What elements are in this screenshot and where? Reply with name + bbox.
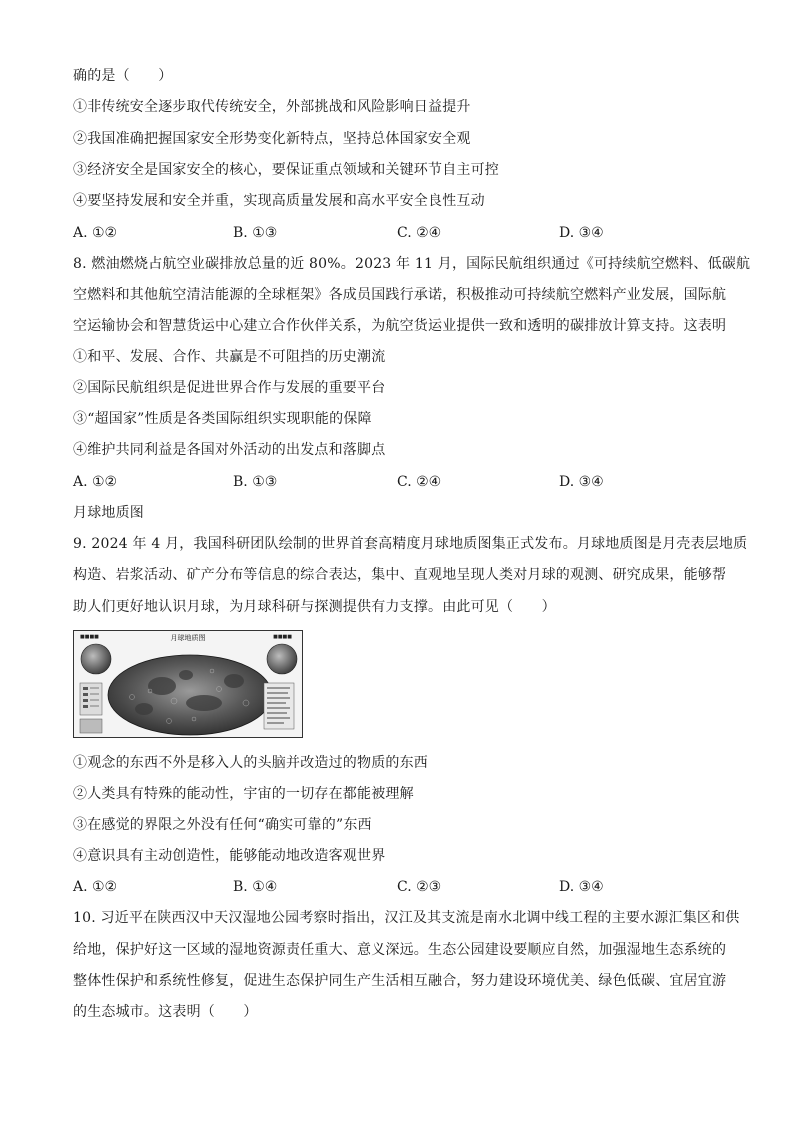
q8-stem-line-1: 8. 燃油燃烧占航空业碳排放总量的近 80%。2023 年 11 月，国际民航组织通过《可持续航空燃料、低碳航 [73, 256, 751, 272]
q8-stem-line-3: 空运输协会和智慧货运中心建立合作伙伴关系，为航空货运业提供一致和透明的碳排放计算支持。这表明 [73, 318, 727, 334]
q10-stem-line-1: 10. 习近平在陕西汉中天汉湿地公园考察时指出，汉江及其支流是南水北调中线工程的主要水源汇集区和供 [73, 910, 740, 926]
q8-statement-1: ①和平、发展、合作、共赢是不可阻挡的历史潮流 [73, 349, 386, 365]
q8-statement-2: ②国际民航组织是促进世界合作与发展的重要平台 [73, 380, 386, 396]
q7-statement-2: ②我国准确把握国家安全形势变化新特点，坚持总体国家安全观 [73, 131, 471, 147]
q7-statement-4: ④要坚持发展和安全并重，实现高质量发展和高水平安全良性互动 [73, 193, 485, 209]
moon-geologic-map-figure [73, 630, 303, 738]
map-corner-mark-left: ■■■■ [80, 634, 99, 640]
q9-heading: 月球地质图 [73, 505, 144, 521]
q8-statement-4: ④维护共同利益是各国对外活动的出发点和落脚点 [73, 442, 386, 458]
q7-option-b: B. ①③ [233, 225, 278, 241]
q9-statement-4: ④意识具有主动创造性，能够能动地改造客观世界 [73, 848, 386, 864]
q9-statement-3: ③在感觉的界限之外没有任何“确实可靠的”东西 [73, 817, 372, 833]
moon-map-graphic [74, 631, 304, 739]
map-corner-mark-right: ■■■■ [273, 634, 292, 640]
moon-projection [108, 655, 272, 735]
q7-statement-3: ③经济安全是国家安全的核心，要保证重点领域和关键环节自主可控 [73, 162, 499, 178]
q9-option-b: B. ①④ [233, 879, 278, 895]
q7-option-c: C. ②④ [397, 225, 442, 241]
q8-option-d: D. ③④ [559, 474, 604, 490]
q9-stem-line-2: 构造、岩浆活动、矿产分布等信息的综合表达，集中、直观地呈现人类对月球的观测、研究成果，能够帮 [73, 567, 727, 583]
q9-option-a: A. ①② [73, 879, 118, 895]
q10-stem-line-3: 整体性保护和系统性修复，促进生态保护同生产生活相互融合，努力建设环境优美、绿色低碳、宜居宜游 [73, 973, 727, 989]
q9-statement-2: ②人类具有特殊的能动性，宇宙的一切存在都能被理解 [73, 786, 414, 802]
q10-stem-line-2: 给地，保护好这一区域的湿地资源责任重大、意义深远。生态公园建设要顺应自然，加强湿地生态系统的 [73, 942, 727, 958]
q8-option-a: A. ①② [73, 474, 118, 490]
far-side-globe [267, 644, 297, 674]
q8-option-b: B. ①③ [233, 474, 278, 490]
q10-stem-line-4: 的生态城市。这表明（ ） [73, 1004, 258, 1020]
q8-statement-3: ③“超国家”性质是各类国际组织实现职能的保障 [73, 411, 372, 427]
q9-stem-line-3: 助人们更好地认识月球，为月球科研与探测提供有力支撑。由此可见（ ） [73, 599, 556, 615]
q7-stem-tail: 确的是（ ） [73, 68, 173, 84]
near-side-globe [81, 644, 111, 674]
q9-statement-1: ①观念的东西不外是移入人的头脑并改造过的物质的东西 [73, 755, 428, 771]
q9-stem-line-1: 9. 2024 年 4 月，我国科研团队绘制的世界首套高精度月球地质图集正式发布。月球地质图是月壳表层地质 [73, 536, 748, 552]
q9-option-c: C. ②③ [397, 879, 442, 895]
q9-option-d: D. ③④ [559, 879, 604, 895]
q8-stem-line-2: 空燃料和其他航空清洁能源的全球框架》各成员国践行承诺，积极推动可持续航空燃料产业发展，国际航 [73, 287, 727, 303]
map-title: 月球地质图 [170, 634, 206, 642]
q7-option-a: A. ①② [73, 225, 118, 241]
q7-statement-1: ①非传统安全逐步取代传统安全，外部挑战和风险影响日益提升 [73, 99, 471, 115]
q8-option-c: C. ②④ [397, 474, 442, 490]
q7-option-d: D. ③④ [559, 225, 604, 241]
